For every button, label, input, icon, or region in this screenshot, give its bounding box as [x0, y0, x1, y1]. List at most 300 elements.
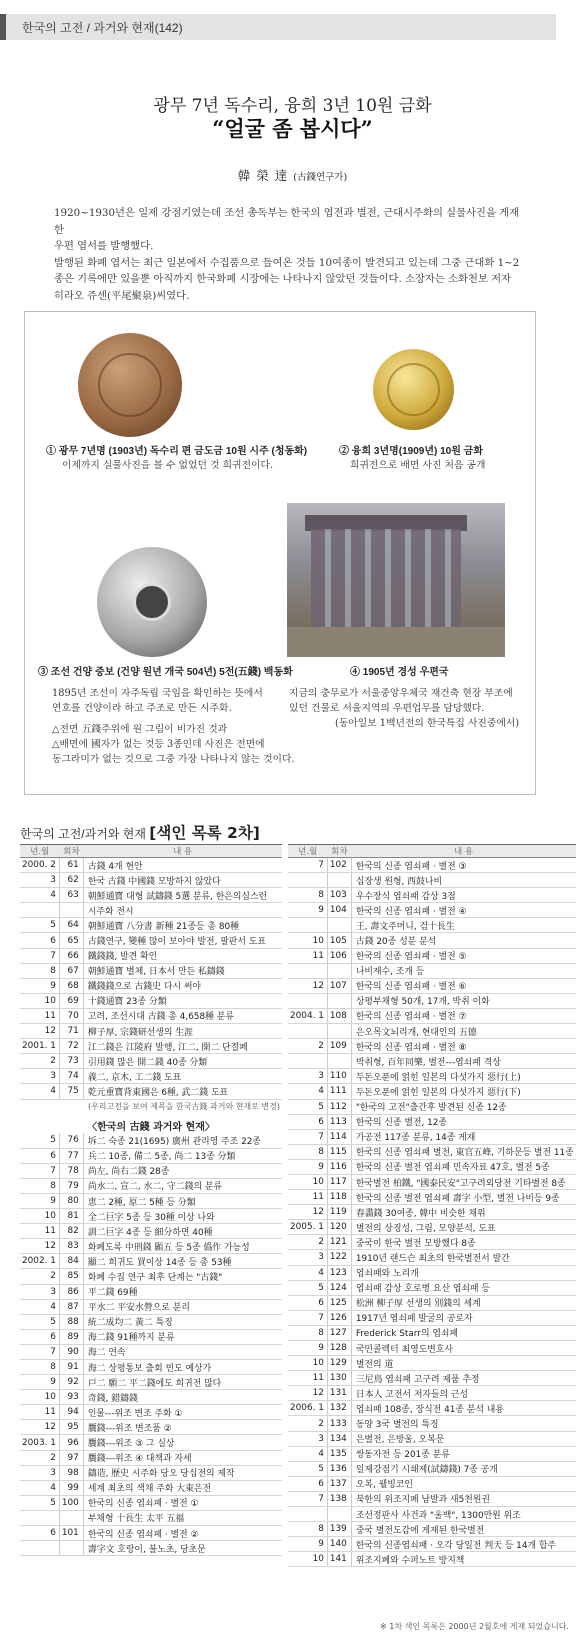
cell-content: 북한의 위조지폐 남발과 새5천원권 — [351, 1491, 575, 1506]
cell-num — [59, 903, 83, 918]
figure3-subtext-line: △전면 五錢주위에 원 그림이 비가진 것과 — [52, 724, 228, 735]
table-row — [20, 1390, 282, 1405]
cell-num — [327, 1507, 351, 1522]
cell-num — [59, 1541, 83, 1556]
cell-num: 90 — [59, 1344, 83, 1359]
cell-year: 11 — [20, 1224, 59, 1239]
cell-num: 86 — [59, 1284, 83, 1299]
table-row — [20, 1084, 282, 1099]
cell-num: 97 — [59, 1450, 83, 1465]
cell-year: 10 — [288, 933, 327, 948]
cell-year: 2 — [20, 1269, 59, 1284]
table-row — [288, 1431, 576, 1446]
cell-year: 12 — [20, 1024, 59, 1039]
cell-num: 103 — [327, 888, 351, 903]
cell-content: 1910년 랜드슨 최초의 한국별전서 발간 — [351, 1250, 575, 1265]
table-row — [20, 1224, 282, 1239]
cell-content: 화폐도록 中刑錢 顯五 등 5종 僞作 가능성 — [83, 1239, 282, 1254]
cell-num: 130 — [327, 1371, 351, 1386]
cell-content: 한국별전 柏鐵, "國泰民安"고구려외당전 기타별전 8종 — [351, 1174, 575, 1189]
cell-year: 12 — [20, 1239, 59, 1254]
table-row — [288, 1522, 576, 1537]
table-row — [20, 1314, 282, 1329]
cell-num — [327, 918, 351, 933]
cell-content: 한국의 신종 엽쇠패 · 별전 ③ — [351, 858, 575, 873]
cell-num: 136 — [327, 1461, 351, 1476]
table-row — [20, 1405, 282, 1420]
cell-num: 107 — [327, 978, 351, 993]
table-row — [20, 1178, 282, 1193]
figure4-subtext-line: (동아일보 1백년전의 한국특집 사진중에서) — [335, 718, 520, 729]
table-row — [288, 1144, 576, 1159]
cell-year: 5 — [20, 1495, 59, 1510]
cell-content: 鐵錢錢으로 古錢史 다시 써야 — [83, 978, 282, 993]
cell-year — [288, 873, 327, 888]
cell-content: 별전의 상징성, 그림, 모양분석, 도표 — [351, 1220, 575, 1235]
cell-num: 100 — [59, 1495, 83, 1510]
table-row — [288, 1537, 576, 1552]
cell-num: 109 — [327, 1039, 351, 1054]
cell-year: 8 — [288, 1522, 327, 1537]
cell-year: 9 — [20, 978, 59, 993]
cell-year: 3 — [288, 1250, 327, 1265]
cell-num: 85 — [59, 1269, 83, 1284]
cell-year: 5 — [288, 1280, 327, 1295]
table-row — [20, 933, 282, 948]
cell-num: 96 — [59, 1435, 83, 1450]
cell-num: 137 — [327, 1476, 351, 1491]
cell-num: 129 — [327, 1356, 351, 1371]
cell-content: 王, 壽文주머니, 검十長生 — [351, 918, 575, 933]
cell-num: 80 — [59, 1193, 83, 1208]
cell-content: 海二 상평통보 출회 빈도 예상가 — [83, 1360, 282, 1375]
column-header-num: 회차 — [327, 845, 351, 858]
cell-content: 한국의 신종 엽쇠패 · 별전 ⑥ — [351, 978, 575, 993]
table-row — [288, 1054, 576, 1069]
cell-num: 125 — [327, 1295, 351, 1310]
nickel-coin-image — [97, 547, 207, 657]
cell-content: 십장생 원형, 西鼓나비 — [351, 873, 575, 888]
cell-content: 全二巨字 5종 등 30種 이상 나와 — [83, 1209, 282, 1224]
cell-num: 115 — [327, 1144, 351, 1159]
figure1-caption: ① 광무 7년명 (1903년) 독수리 편 금도금 10원 시주 (청동화) — [46, 446, 308, 457]
table-row — [20, 1329, 282, 1344]
cell-content: 조선정판사 사건과 "울백", 1300만원 위조 — [351, 1507, 575, 1522]
cell-content: 坼二 숙종 21(1695) 廣州 관리영 주조 22종 — [83, 1133, 282, 1148]
table-row — [288, 1099, 576, 1114]
cell-num — [327, 963, 351, 978]
cell-year: 11 — [288, 1190, 327, 1205]
cell-content: 가공전 117종 분류, 14종 게재 — [351, 1129, 575, 1144]
table-row — [288, 1235, 576, 1250]
table-row — [288, 1446, 576, 1461]
figure4-caption: ④ 1905년 경성 우편국 — [350, 667, 449, 678]
cell-num: 63 — [59, 888, 83, 903]
cell-content: 顯二 희귀도 買이상 14종 등 총 53種 — [83, 1254, 282, 1269]
cell-content: 오복, 웰빙코인 — [351, 1476, 575, 1491]
cell-num: 127 — [327, 1325, 351, 1340]
cell-num: 120 — [327, 1220, 351, 1235]
cell-year: 4 — [20, 1480, 59, 1495]
cell-content: "한국의 고전"출간후 발견된 신종 12종 — [351, 1099, 575, 1114]
cell-content: 위조지폐와 수퍼노트 방지책 — [351, 1552, 575, 1567]
cell-year: 10 — [20, 1209, 59, 1224]
cell-year: 2 — [288, 1235, 327, 1250]
table-row — [20, 1526, 282, 1541]
cell-content: 江二錢은 江陵府 발행, 江二, 開二 단절페 — [83, 1039, 282, 1054]
table-row — [288, 1461, 576, 1476]
cell-year: 10 — [288, 1552, 327, 1567]
cell-num: 111 — [327, 1084, 351, 1099]
table-row — [20, 1114, 282, 1133]
table-row — [20, 1193, 282, 1208]
author-role: (古錢연구가) — [293, 172, 348, 183]
cell-num: 89 — [59, 1329, 83, 1344]
cell-year: 2 — [20, 1450, 59, 1465]
cell-year: 4 — [20, 1084, 59, 1099]
cell-content: 統二成均二 黃二 특징 — [83, 1314, 282, 1329]
cell-num: 82 — [59, 1224, 83, 1239]
table-row — [20, 1269, 282, 1284]
cell-content: 한국의 신종 엽쇠패 · 별전 ⑦ — [351, 1008, 575, 1023]
cell-year: 6 — [20, 1526, 59, 1541]
intro-text — [54, 205, 529, 304]
table-row — [288, 1039, 576, 1054]
table-row — [288, 1552, 576, 1567]
table-row — [288, 978, 576, 993]
cell-num: 101 — [59, 1526, 83, 1541]
cell-content: 古錢연구, 變種 많이 보아야 발전, 팔판서 도표 — [83, 933, 282, 948]
intro-line: 발행된 화폐 엽서는 최근 일본에서 수집품으로 들여온 것들 10여종이 발견되고 있는데 그중 근대화 1~2 — [54, 256, 520, 269]
cell-year — [20, 1541, 59, 1556]
table-row — [20, 918, 282, 933]
cell-year: 7 — [20, 1344, 59, 1359]
cell-year: 2001. 1 — [20, 1039, 59, 1054]
table-row — [20, 1344, 282, 1359]
cell-num — [327, 1054, 351, 1069]
cell-num: 132 — [327, 1401, 351, 1416]
cell-year: 5 — [20, 1314, 59, 1329]
cell-year — [288, 918, 327, 933]
cell-content: 한국의 신종 별전 엽쇠패 민속자료 47호, 별전 5종 — [351, 1159, 575, 1174]
figure3-subtext — [52, 686, 295, 767]
cell-num: 68 — [59, 978, 83, 993]
cell-year — [20, 903, 59, 918]
column-header-content: 내 용 — [83, 845, 282, 858]
cell-num: 83 — [59, 1239, 83, 1254]
table-row — [288, 1356, 576, 1371]
table-row — [20, 1420, 282, 1435]
cell-content: 한국의 신종엽쇠패 · 오각 당일전 判天 등 14개 합주 — [351, 1537, 575, 1552]
cell-year: 7 — [288, 858, 327, 873]
cell-num: 128 — [327, 1341, 351, 1356]
cell-content: 한국의 신종 엽쇠패 · 별전 ⑤ — [351, 948, 575, 963]
cell-content: 贋錢---위조 변조품 ② — [83, 1420, 282, 1435]
cell-num: 74 — [59, 1069, 83, 1084]
cell-num: 78 — [59, 1163, 83, 1178]
cell-content: 국민콜렉터 최영도변호사 — [351, 1341, 575, 1356]
table-section-title: 〈한국의 古錢 과거와 현재〉 — [87, 1122, 215, 1134]
table-row — [288, 1280, 576, 1295]
cell-num: 98 — [59, 1465, 83, 1480]
cell-content: 朝鮮通寶 별체, 日本서 만든 私鑄錢 — [83, 963, 282, 978]
cell-num: 99 — [59, 1480, 83, 1495]
table-row — [20, 1375, 282, 1390]
table-row — [288, 1325, 576, 1340]
cell-content: 奇錢, 錯鑄錢 — [83, 1390, 282, 1405]
table-row — [288, 1371, 576, 1386]
cell-year: 2003. 1 — [20, 1435, 59, 1450]
table-row — [20, 1039, 282, 1054]
cell-num: 105 — [327, 933, 351, 948]
cell-content: 엽쇠패 108종, 장식전 41종 분석 내용 — [351, 1401, 575, 1416]
cell-year: 5 — [288, 1461, 327, 1476]
cell-num: 122 — [327, 1250, 351, 1265]
cell-year: 6 — [20, 933, 59, 948]
cell-num: 61 — [59, 858, 83, 873]
cell-year: 6 — [20, 1329, 59, 1344]
cell-content: 海二錢 91種까지 분류 — [83, 1329, 282, 1344]
cell-year: 11 — [288, 948, 327, 963]
cell-content: 상평부채형 50개, 17개, 박취 이화 — [351, 993, 575, 1008]
table-row — [20, 1465, 282, 1480]
table-row — [288, 888, 576, 903]
cell-content: 은별전, 은방울, 오복문 — [351, 1431, 575, 1446]
cell-content: 引用錢 많은 開二錢 40종 分類 — [83, 1054, 282, 1069]
cell-content: Frederick Starr의 엽쇠패 — [351, 1325, 575, 1340]
author-name: 韓 榮 達 — [237, 168, 289, 183]
cell-year — [288, 1024, 327, 1039]
cell-year: 10 — [20, 1390, 59, 1405]
cell-year: 8 — [288, 1144, 327, 1159]
table-row — [288, 873, 576, 888]
cell-year: 4 — [288, 1446, 327, 1461]
cell-year: 2004. 1 — [288, 1008, 327, 1023]
cell-num: 92 — [59, 1375, 83, 1390]
cell-content: 나비재수, 조개 등 — [351, 963, 575, 978]
table-row — [288, 1476, 576, 1491]
table-row — [288, 1190, 576, 1205]
cell-content: 화폐 수집 연구 최후 단계는 "古錢" — [83, 1269, 282, 1284]
cell-num: 108 — [327, 1008, 351, 1023]
cell-year: 2000. 2 — [20, 858, 59, 873]
cell-num — [327, 993, 351, 1008]
table-row — [20, 873, 282, 888]
table-row — [20, 858, 282, 873]
cell-num: 70 — [59, 1008, 83, 1023]
cell-content: 戸二 願二 平二錢에도 희귀전 많다 — [83, 1375, 282, 1390]
cell-num: 126 — [327, 1310, 351, 1325]
cell-num: 135 — [327, 1446, 351, 1461]
figure3-subtext-line: △배면에 國자가 없는 것등 3종인데 사진은 전면에 — [52, 739, 265, 750]
cell-year: 12 — [20, 1420, 59, 1435]
cell-year: 7 — [288, 1129, 327, 1144]
cell-content: 부채형 十長生 太平 五福 — [83, 1510, 282, 1525]
cell-year — [288, 1507, 327, 1522]
cell-num: 110 — [327, 1069, 351, 1084]
cell-num: 65 — [59, 933, 83, 948]
table-row — [288, 963, 576, 978]
cell-content: 한국의 신종 엽쇠패 · 별전 ④ — [351, 903, 575, 918]
cell-content: 乾元重寶背東國은 6種, 武二錢 도표 — [83, 1084, 282, 1099]
table-row — [20, 1284, 282, 1299]
figure2-caption: ② 융희 3년명(1909년) 10원 금화 — [339, 446, 483, 457]
cell-year: 3 — [20, 1465, 59, 1480]
cell-num: 119 — [327, 1205, 351, 1220]
cell-content: 十錢通寶 23종 分類 — [83, 993, 282, 1008]
index-heading-prefix: 한국의 고전/과거와 현재 — [20, 827, 146, 841]
cell-content: 엽쇠패 감상 호로병 요산 엽쇠패 등 — [351, 1280, 575, 1295]
cell-content: 鑄造, 歷史 시주화 당오 당십전의 제작 — [83, 1465, 282, 1480]
cell-year: 2 — [20, 1054, 59, 1069]
cell-num: 72 — [59, 1039, 83, 1054]
cell-year: 4 — [20, 1299, 59, 1314]
cell-year: 9 — [20, 1375, 59, 1390]
figure4-subtext — [289, 686, 519, 731]
cell-year: 5 — [20, 918, 59, 933]
cell-year: 2002. 1 — [20, 1254, 59, 1269]
cell-content: 고려, 조선시대 古錢 총 4,658種 분류 — [83, 1008, 282, 1023]
table-row — [288, 1295, 576, 1310]
table-row — [288, 948, 576, 963]
intro-line: 종은 기록에만 있을뿐 아직까지 한국화폐 시장에는 나타나지 않았던 것들이다. 소장자는 소화천보 저자 — [54, 273, 512, 285]
cell-year: 7 — [20, 948, 59, 963]
cell-content: 平水二 平安水營으로 분리 — [83, 1299, 282, 1314]
index-heading-main: [색인 목록 2차] — [149, 824, 260, 842]
cell-content: 일제강점기 시쇄제(試鑄錢) 7종 공개 — [351, 1461, 575, 1476]
figure1-subtext: 이제까지 실물사진을 볼 수 없었던 것 희귀전이다. — [62, 460, 274, 471]
cell-content: 별전의 道 — [351, 1356, 575, 1371]
table-row — [20, 1008, 282, 1023]
cell-num: 62 — [59, 873, 83, 888]
cell-content: 壽字文 호랑이, 불노초, 당초문 — [83, 1541, 282, 1556]
cell-year: 11 — [20, 1008, 59, 1023]
cell-year: 5 — [20, 1133, 59, 1148]
cell-content: 三尼鳥 엽쇠패 고구려 제품 추정 — [351, 1371, 575, 1386]
table-row — [20, 948, 282, 963]
table-row — [20, 1541, 282, 1556]
cell-year: 3 — [288, 1431, 327, 1446]
cell-num: 94 — [59, 1405, 83, 1420]
table-row — [288, 1491, 576, 1506]
table-row — [288, 903, 576, 918]
cell-year: 8 — [20, 1178, 59, 1193]
cell-num: 73 — [59, 1054, 83, 1069]
table-row — [288, 1129, 576, 1144]
intro-line: 우편 엽서를 발행했다. — [54, 240, 154, 252]
cell-content: 한국 古錢 中國錢 모방하지 않았다 — [83, 873, 282, 888]
cell-content: 우수장식 엽쇠패 감상 3점 — [351, 888, 575, 903]
cell-content: 平二錢 69種 — [83, 1284, 282, 1299]
table-row — [288, 918, 576, 933]
index-footnote: ※ 1차 색인 목록은 2000년 2월호에 게재 되었습니다. — [380, 1622, 569, 1631]
figure2-subtext: 희귀전으로 배면 사진 처음 공개 — [350, 460, 486, 471]
cell-num: 79 — [59, 1178, 83, 1193]
cell-content: 한국의 신종 엽쇠패 · 별전 ② — [83, 1526, 282, 1541]
cell-num: 139 — [327, 1522, 351, 1537]
cell-content: 박취형, 百年同樂, 별전---엽쇠패 격상 — [351, 1054, 575, 1069]
cell-year: 7 — [288, 1491, 327, 1506]
cell-content: 두돈오푼에 얽힌 일본의 다섯가지 惡行(下) — [351, 1084, 575, 1099]
table-row — [20, 1054, 282, 1069]
cell-year: 8 — [20, 963, 59, 978]
cell-year: 11 — [20, 1405, 59, 1420]
table-row — [288, 1507, 576, 1522]
cell-content: 贋錢---위조 ③ 그 실상 — [83, 1435, 282, 1450]
figure4-subtext-line: 있던 건물로 서울지역의 우편업무를 담당했다. — [289, 703, 485, 714]
cell-content: 두돈오푼에 얽힌 일본의 다섯가지 惡行(上) — [351, 1069, 575, 1084]
cell-num: 84 — [59, 1254, 83, 1269]
cell-num: 66 — [59, 948, 83, 963]
cell-year: 2005. 1 — [288, 1220, 327, 1235]
cell-num: 88 — [59, 1314, 83, 1329]
cell-content: 중국 별전도감에 게재된 한국별전 — [351, 1522, 575, 1537]
cell-content: 松洲 柳子厚 선생의 別錢의 세계 — [351, 1295, 575, 1310]
cell-content: 한국의 신종 엽쇠패 · 별전 ① — [83, 1495, 282, 1510]
cell-num: 102 — [327, 858, 351, 873]
table-row — [288, 1008, 576, 1023]
cell-year: 7 — [20, 1163, 59, 1178]
cell-year: 2 — [288, 1416, 327, 1431]
table-row — [20, 1495, 282, 1510]
cell-content: 日本人 고전서 저자들의 근성 — [351, 1386, 575, 1401]
table-row — [20, 1480, 282, 1495]
cell-content: 한국의 신종 엽쇠패 별전, 東官五峰, 기하문등 별전 11종 — [351, 1144, 575, 1159]
table-row — [288, 1069, 576, 1084]
cell-num: 71 — [59, 1024, 83, 1039]
cell-num: 138 — [327, 1491, 351, 1506]
cell-year: 6 — [288, 1476, 327, 1491]
table-row — [288, 1341, 576, 1356]
cell-num: 77 — [59, 1148, 83, 1163]
cell-year — [288, 963, 327, 978]
cell-num: 141 — [327, 1552, 351, 1567]
cell-content: 중국이 한국 별전 모방했다 8종 — [351, 1235, 575, 1250]
figure3-subtext-line: 연호를 건양이라 하고 주조로 만든 시주화. — [52, 703, 232, 714]
cell-year: 7 — [288, 1310, 327, 1325]
table-row — [20, 1069, 282, 1084]
figure3-subtext-line: 동그라미가 없는 것으로 그중 가장 나타나지 않는 것이다. — [52, 754, 295, 765]
cell-year: 4 — [20, 888, 59, 903]
cell-num: 140 — [327, 1537, 351, 1552]
cell-num: 133 — [327, 1416, 351, 1431]
table-row — [288, 1401, 576, 1416]
series-header-bar — [0, 14, 556, 40]
cell-content: 한국의 신종 별전 엽쇠패 壽字 小型, 별전 나비등 9종 — [351, 1190, 575, 1205]
cell-year: 4 — [288, 1084, 327, 1099]
cell-year: 9 — [288, 903, 327, 918]
table-row — [20, 1299, 282, 1314]
cell-num: 124 — [327, 1280, 351, 1295]
table-row — [20, 978, 282, 993]
post-office-photo — [287, 503, 505, 657]
gold-coin-image — [373, 349, 454, 430]
cell-content: 恵二 2種, 原二 5種 등 分類 — [83, 1193, 282, 1208]
cell-year: 3 — [20, 1284, 59, 1299]
table-row — [288, 1416, 576, 1431]
table-row — [20, 993, 282, 1008]
cell-num: 93 — [59, 1390, 83, 1405]
cell-content: 한국의 신종 별전, 12종 — [351, 1114, 575, 1129]
cell-num — [327, 873, 351, 888]
cell-content: 인물---위조 변조 주화 ① — [83, 1405, 282, 1420]
cell-content: 엽쇠패와 노리개 — [351, 1265, 575, 1280]
cell-year: 9 — [288, 1537, 327, 1552]
cell-content: 訓二巨字 4종 등 細分하면 40種 — [83, 1224, 282, 1239]
cell-num: 81 — [59, 1209, 83, 1224]
table-row — [288, 1250, 576, 1265]
cell-content: 尚左, 尚右二錢 28종 — [83, 1163, 282, 1178]
